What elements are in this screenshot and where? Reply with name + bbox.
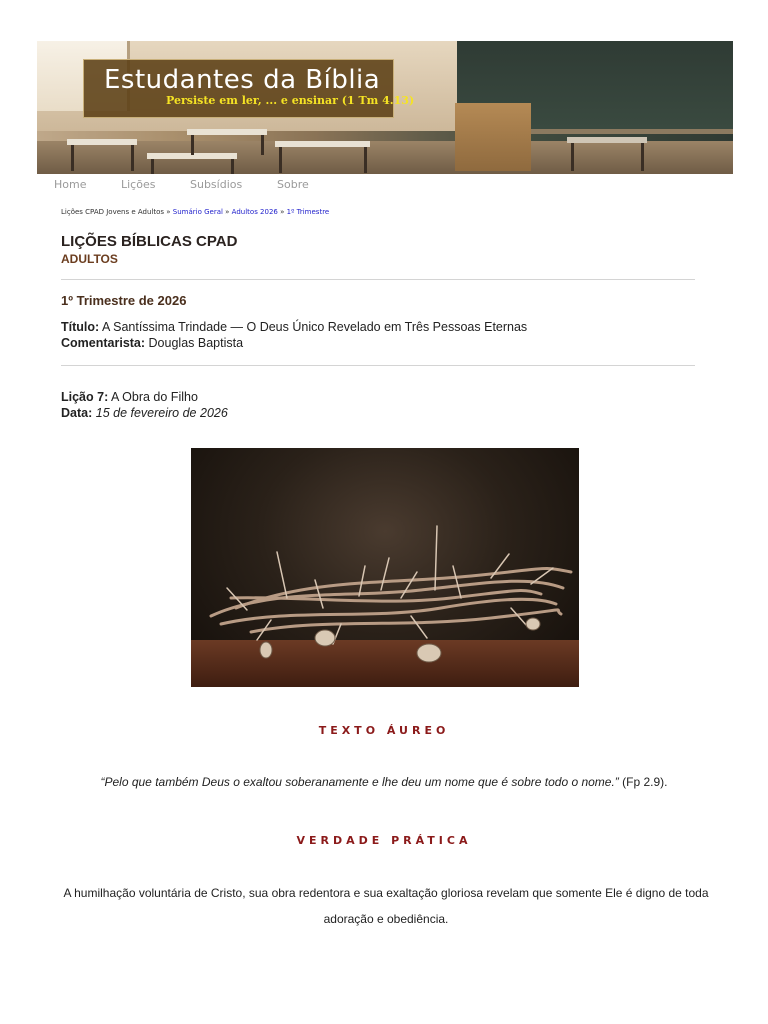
banner-desk-leg [231,159,234,174]
banner-desk-leg [364,147,367,173]
lesson-date-value: 15 de fevereiro de 2026 [95,406,228,420]
banner-desk [67,139,137,145]
breadcrumb-link-trimestre[interactable]: 1º Trimestre [286,208,330,216]
banner-desk-leg [191,135,194,155]
breadcrumb-separator: » [277,208,287,216]
quarter-author-label: Comentarista: [61,336,146,350]
texto-aureo-quote [0,775,768,789]
nav-sobre[interactable]: Sobre [277,178,309,191]
quarter-author-value: Douglas Baptista [148,336,244,350]
lesson-image-crown-of-thorns [191,448,579,687]
lesson-date-label: Data: [61,406,93,420]
banner-desk [187,129,267,135]
quarter-label: 1º Trimestre de 2026 [61,293,187,308]
site-title-box[interactable] [83,59,415,118]
nav-subsidios[interactable]: Subsídios [190,178,243,191]
quarter-author-line [61,336,243,350]
texto-aureo-text: “Pelo que também Deus o exaltou soberanamente e lhe deu um nome que é sobre todo o nome.” [100,775,619,789]
nav-home[interactable]: Home [54,178,87,191]
banner-desk [275,141,370,147]
site-tagline: Persiste em ler, ... e ensinar (1 Tm 4.13) [166,94,415,107]
banner-desk-leg [151,159,154,174]
breadcrumb [61,208,329,216]
divider [61,279,695,280]
texto-aureo-period: . [664,775,668,789]
banner-desk-leg [279,147,282,173]
breadcrumb-separator: » [222,208,232,216]
quarter-title-label: Título: [61,320,100,334]
banner-desk-leg [571,143,574,171]
quarter-title-line [61,320,527,334]
banner-floor [37,141,733,174]
banner-desk [567,137,647,143]
breadcrumb-separator: » [164,208,173,216]
banner-desk-leg [641,143,644,171]
crown-of-thorns-illustration [191,448,579,687]
nav-licoes[interactable]: Lições [121,178,156,191]
verdade-pratica-heading: VERDADE PRÁTICA [296,834,472,847]
banner-podium [455,103,531,171]
texto-aureo-reference: (Fp 2.9) [622,775,665,789]
texto-aureo-heading: TEXTO ÁUREO [318,724,450,737]
banner-desk-leg [131,145,134,171]
divider [61,365,695,366]
breadcrumb-root: Lições CPAD Jovens e Adultos [61,208,165,216]
header-banner[interactable] [37,41,733,174]
page-title: LIÇÕES BÍBLICAS CPAD [61,233,238,250]
quarter-title-value: A Santíssima Trindade — O Deus Único Revelado em Três Pessoas Eternas [101,320,528,334]
verdade-pratica-text: A humilhação voluntária de Cristo, sua obra redentora e sua exaltação gloriosa revelam que somente Ele é digno de toda adoração e obediência. [63,886,709,926]
lesson-line [61,390,198,404]
lesson-value: A Obra do Filho [111,390,198,404]
page-subtitle: ADULTOS [61,252,118,266]
lesson-label: Lição 7: [61,390,109,404]
site-title[interactable]: Estudantes da Bíblia [104,65,381,95]
main-nav [37,174,733,196]
banner-desk-leg [71,145,74,171]
banner-desk-leg [261,135,264,155]
breadcrumb-link-adultos[interactable]: Adultos 2026 [231,208,278,216]
breadcrumb-link-sumario[interactable]: Sumário Geral [172,208,223,216]
lesson-date-line [61,406,228,420]
